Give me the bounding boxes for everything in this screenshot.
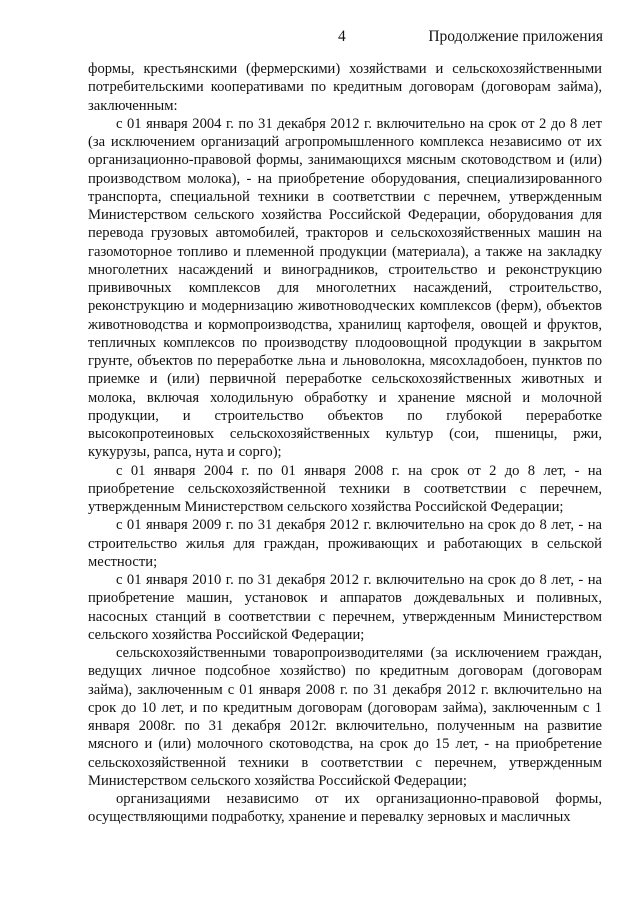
- paragraph: с 01 января 2004 г. по 01 января 2008 г. на срок от 2 до 8 лет, - на приобретение сельскохозяйственной техники в соответствии с перечнем, утвержденным Министерством сельского хозяйства Российской Федерации;: [88, 462, 602, 515]
- document-body: [88, 60, 602, 827]
- paragraph: с 01 января 2004 г. по 31 декабря 2012 г. включительно на срок от 2 до 8 лет (за исключением организаций агропромышленного комплекса независимо от их организационно-правовой формы, занимающихся мясным скотоводством и (или) производством молока), - на приобретение оборудования, специализированного транспорта, специальной техники в соответствии с перечнем, утвержденным Министерством сельского хозяйства Российской Федерации, оборудования для перевода грузовых автомобилей, тракторов и сельскохозяйственных машин на газомоторное топливо и племенной продукции (материала), а также на закладку многолетних насаждений и виноградников, строительство и реконструкцию прививочных комплексов для многолетних насаждений, строительство, реконструкцию и модернизацию животноводческих комплексов (ферм), объектов животноводства и кормопроизводства, хранилищ картофеля, овощей и фруктов, тепличных комплексов по производству плодоовощной продукции в закрытом грунте, объектов по переработке льна и льноволокна, мясохладобоен, пунктов по приемке и (или) первичной переработке сельскохозяйственных животных и молока, включая холодильную обработку и хранение мясной и молочной продукции, и строительство объектов по глубокой переработке высокопротеиновых сельскохозяйственных культур (сои, пшеницы, ржи, кукурузы, рапса, нута и сорго);: [88, 115, 602, 461]
- paragraph: с 01 января 2009 г. по 31 декабря 2012 г. включительно на срок до 8 лет, - на строительство жилья для граждан, проживающих и работающих в сельской местности;: [88, 517, 602, 570]
- paragraph: с 01 января 2010 г. по 31 декабря 2012 г. включительно на срок до 8 лет, - на приобретение машин, установок и аппаратов дождевальных и поливных, насосных станций в соответствии с перечнем, утвержденным Министерством сельского хозяйства Российской Федерации;: [88, 572, 602, 643]
- page-header: [0, 28, 640, 50]
- paragraph: сельскохозяйственными товаропроизводителями (за исключением граждан, ведущих личное подсобное хозяйство) по кредитным договорам (договорам займа), заключенным с 01 января 2008 г. по 31 декабря 2012 г. включительно на срок до 10 лет, и по кредитным договорам (договорам займа), заключенным с 1 января 2008г. по 31 декабря 2012г. включительно, полученным на развитие мясного и (или) молочного скотоводства, на срок до 15 лет, - на приобретение сельскохозяйственной техники в соответствии с перечнем, утвержденным Министерством сельского хозяйства Российской Федерации;: [88, 645, 602, 789]
- paragraph: организациями независимо от их организационно-правовой формы, осуществляющими подработку, хранение и перевалку зерновых и масличных: [88, 791, 602, 826]
- paragraph-continuation: формы, крестьянскими (фермерскими) хозяйствами и сельскохозяйственными потребительскими кооперативами по кредитным договорам (договорам займа), заключенным:: [88, 61, 602, 114]
- header-caption: Продолжение приложения: [428, 28, 603, 45]
- page-number: 4: [338, 28, 346, 45]
